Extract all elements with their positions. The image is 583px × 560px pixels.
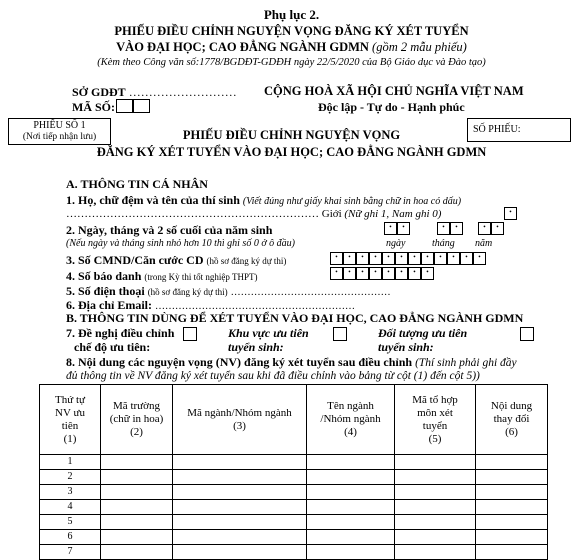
- table-cell[interactable]: [395, 530, 476, 545]
- gender-label: Giới: [321, 208, 342, 220]
- table-header-row: [40, 385, 548, 455]
- item1-note: (Viết đúng như giấy khai sinh bằng chữ in hoa có dấu): [242, 196, 462, 207]
- table-header-text: tiên: [61, 419, 79, 432]
- object-label-line2: tuyển sinh:: [378, 340, 434, 354]
- item3-note: (hồ sơ đăng ký dự thi): [206, 256, 287, 266]
- row-number-cell: 5: [40, 515, 101, 530]
- table-header-text: Nội dung: [490, 400, 533, 412]
- cmnd-digit-box[interactable]: •: [447, 252, 460, 265]
- document-title: PHIẾU ĐIỀU CHỈNH NGUYỆN VỌNG ĐĂNG KÝ XÉT TUYỂN: [114, 24, 469, 38]
- table-cell[interactable]: [395, 455, 476, 470]
- sbd-digit-box[interactable]: •: [395, 267, 408, 280]
- title-line2-italic: (gồm 2 mẫu phiếu): [372, 40, 467, 54]
- item1-dots: ……………………………………………………………: [66, 208, 319, 220]
- object-box[interactable]: [520, 327, 534, 341]
- cmnd-digit-box[interactable]: •: [343, 252, 356, 265]
- item8-note1: (Thí sinh phải ghi đầy: [415, 357, 517, 369]
- item1-fill-line: [66, 208, 441, 220]
- adjust-priority-checkbox[interactable]: [183, 327, 197, 341]
- row-number-cell: 1: [40, 455, 101, 470]
- sbd-digit-box[interactable]: •: [343, 267, 356, 280]
- table-cell[interactable]: [476, 545, 548, 560]
- document-subtitle: (Kèm theo Công văn số:1778/BGDĐT-GDĐH ngày 22/5/2020 của Bộ Giáo dục và Đào tạo): [97, 57, 486, 68]
- table-header-text: (2): [130, 426, 143, 438]
- cmnd-digit-box[interactable]: •: [369, 252, 382, 265]
- nv-table: [39, 384, 548, 560]
- item7-line1: 7. Đề nghị điều chỉnh: [66, 326, 175, 340]
- table-header-text: thay đổi: [493, 413, 530, 425]
- table-cell[interactable]: [173, 455, 307, 470]
- document-title-line2: [0, 40, 583, 55]
- table-cell[interactable]: [395, 500, 476, 515]
- table-row: [40, 470, 548, 485]
- so-phieu-label: SỐ PHIẾU:: [473, 124, 521, 135]
- table-cell[interactable]: [395, 470, 476, 485]
- sbd-digit-box[interactable]: •: [408, 267, 421, 280]
- item4-note: (trong Kỳ thi tốt nghiệp THPT): [144, 272, 258, 282]
- table-cell[interactable]: [101, 455, 173, 470]
- phieu-so-1-note: (Nơi tiếp nhận lưu): [22, 132, 97, 142]
- year-box-1[interactable]: •: [478, 222, 491, 235]
- table-row: [40, 485, 548, 500]
- title-line2-bold: VÀO ĐẠI HỌC; CAO ĐẲNG NGÀNH GDMN: [116, 40, 369, 54]
- table-cell[interactable]: [476, 470, 548, 485]
- table-cell[interactable]: [476, 455, 548, 470]
- region-box[interactable]: [333, 327, 347, 341]
- ma-so-box-1[interactable]: [116, 99, 133, 113]
- sbd-digit-box[interactable]: •: [369, 267, 382, 280]
- year-label: năm: [475, 238, 493, 249]
- row-number-cell: 7: [40, 545, 101, 560]
- gender-note: (Nữ ghi 1, Nam ghi 0): [344, 208, 442, 220]
- table-header-cell: [307, 385, 395, 455]
- table-header-cell: [173, 385, 307, 455]
- cmnd-digit-box[interactable]: •: [382, 252, 395, 265]
- table-row: [40, 500, 548, 515]
- table-cell[interactable]: [395, 545, 476, 560]
- table-cell[interactable]: [173, 500, 307, 515]
- region-label-line2: tuyển sinh:: [228, 340, 284, 354]
- item2-label: 2. Ngày, tháng và 2 số cuối của năm sinh: [66, 223, 273, 237]
- sbd-digit-box[interactable]: •: [330, 267, 343, 280]
- so-gddt-label: SỞ GDĐT: [72, 85, 126, 99]
- table-header-cell: [40, 385, 101, 455]
- table-cell[interactable]: [101, 545, 173, 560]
- so-gddt-line: [72, 85, 237, 100]
- table-cell[interactable]: [395, 515, 476, 530]
- table-cell[interactable]: [395, 485, 476, 500]
- table-header-text: (4): [344, 426, 357, 438]
- cmnd-digit-box[interactable]: •: [356, 252, 369, 265]
- table-header-text: (5): [428, 432, 442, 445]
- table-cell[interactable]: [476, 530, 548, 545]
- object-label-line1: Đối tượng ưu tiên: [378, 326, 468, 340]
- table-header-text: (1): [63, 432, 77, 445]
- table-cell[interactable]: [476, 485, 548, 500]
- item8-note2: đủ thông tin về NV đăng ký xét tuyển sau khi đã điều chỉnh vào bảng từ cột (1) đến cột 5)): [66, 370, 480, 382]
- item3-label: 3. Số CMND/Căn cước CD: [66, 253, 204, 267]
- national-motto: Độc lập - Tự do - Hạnh phúc: [318, 100, 465, 114]
- item4-label: 4. Số báo danh: [66, 269, 142, 283]
- table-row: [40, 515, 548, 530]
- cmnd-digit-box[interactable]: •: [421, 252, 434, 265]
- item6-dots: ……………………………………………………: [155, 301, 355, 312]
- table-cell[interactable]: [307, 515, 395, 530]
- table-cell[interactable]: [101, 500, 173, 515]
- item2-note: (Nếu ngày và tháng sinh nhỏ hơn 10 thì ghi số 0 ở ô đầu): [66, 238, 295, 249]
- year-box-2[interactable]: •: [491, 222, 504, 235]
- sbd-digit-box[interactable]: •: [382, 267, 395, 280]
- form-title-line2: ĐĂNG KÝ XÉT TUYỂN VÀO ĐẠI HỌC; CAO ĐẲNG NGÀNH GDMN: [96, 145, 487, 159]
- item5-note: (hồ sơ đăng ký dự thi): [147, 287, 228, 297]
- cmnd-digit-box[interactable]: •: [395, 252, 408, 265]
- table-header-text: Mã tổ hợp: [412, 393, 458, 406]
- table-cell[interactable]: [307, 455, 395, 470]
- table-cell[interactable]: [101, 515, 173, 530]
- table-cell[interactable]: [307, 530, 395, 545]
- table-header-text: (6): [505, 426, 518, 438]
- cmnd-digit-box[interactable]: •: [473, 252, 486, 265]
- item4-line: [66, 269, 257, 284]
- table-header-text: Thứ tự: [55, 393, 85, 406]
- table-cell[interactable]: [476, 500, 548, 515]
- table-cell[interactable]: [173, 530, 307, 545]
- nation-name: CỘNG HOÀ XÃ HỘI CHỦ NGHĨA VIỆT NAM: [264, 84, 524, 98]
- item6-label: 6. Địa chỉ Email:: [66, 298, 152, 312]
- table-header-cell: [476, 385, 548, 455]
- table-cell[interactable]: [173, 485, 307, 500]
- day-label: ngày: [386, 238, 406, 249]
- gender-box[interactable]: •: [504, 207, 517, 220]
- row-number-cell: 2: [40, 470, 101, 485]
- table-header-text: Mã ngành/Nhóm ngành: [187, 406, 292, 419]
- table-row: [40, 545, 548, 560]
- table-header-text: môn xét: [417, 406, 453, 419]
- day-box-1[interactable]: •: [384, 222, 397, 235]
- table-header-text: Tên ngành: [327, 400, 374, 412]
- cmnd-digit-box[interactable]: •: [460, 252, 473, 265]
- table-header-cell: [101, 385, 173, 455]
- table-body: [40, 455, 548, 560]
- table-cell[interactable]: [173, 545, 307, 560]
- table-header-cell: [395, 385, 476, 455]
- sbd-digit-box[interactable]: •: [421, 267, 434, 280]
- table-cell[interactable]: [101, 470, 173, 485]
- region-label-line1: Khu vực ưu tiên: [228, 326, 309, 340]
- table-cell[interactable]: [307, 470, 395, 485]
- month-label: tháng: [432, 238, 455, 249]
- cmnd-digit-box[interactable]: •: [434, 252, 447, 265]
- table-header-text: Mã trường: [113, 400, 160, 412]
- ma-so-box-2[interactable]: [133, 99, 150, 113]
- cmnd-digit-box[interactable]: •: [330, 252, 343, 265]
- table-header-text: NV ưu: [55, 406, 85, 419]
- row-number-cell: 6: [40, 530, 101, 545]
- table-cell[interactable]: [307, 500, 395, 515]
- item8-label: 8. Nội dung các nguyện vọng (NV) đăng ký xét tuyển sau điều chỉnh: [66, 355, 413, 369]
- table-cell[interactable]: [173, 515, 307, 530]
- section-a-heading: A. THÔNG TIN CÁ NHÂN: [66, 177, 208, 191]
- item8-line1: [66, 355, 517, 370]
- row-number-cell: 3: [40, 485, 101, 500]
- item1-line: [66, 193, 461, 208]
- item7-line2: chế độ ưu tiên:: [74, 340, 151, 354]
- table-row: [40, 455, 548, 470]
- table-header-text: tuyển: [422, 419, 448, 432]
- sbd-digit-box[interactable]: •: [356, 267, 369, 280]
- table-cell[interactable]: [307, 485, 395, 500]
- table-cell[interactable]: [101, 485, 173, 500]
- cmnd-digit-box[interactable]: •: [408, 252, 421, 265]
- item5-line: [66, 284, 391, 299]
- table-cell[interactable]: [173, 470, 307, 485]
- item1-label: 1. Họ, chữ đệm và tên của thí sinh: [66, 193, 240, 207]
- section-b-heading: B. THÔNG TIN DÙNG ĐỂ XÉT TUYỂN VÀO ĐẠI HỌC, CAO ĐẲNG NGÀNH GDMN: [66, 311, 524, 325]
- so-gddt-dots: ………………………: [128, 85, 237, 99]
- table-row: [40, 530, 548, 545]
- table-header-text: /Nhóm ngành: [320, 413, 381, 425]
- ma-so-label: MÃ SỐ:: [72, 100, 115, 114]
- month-box-1[interactable]: •: [437, 222, 450, 235]
- form-title-line1: PHIẾU ĐIỀU CHỈNH NGUYỆN VỌNG: [182, 128, 401, 142]
- table-header-text: (3): [233, 419, 246, 432]
- table-cell[interactable]: [476, 515, 548, 530]
- row-number-cell: 4: [40, 500, 101, 515]
- item3-line: [66, 253, 286, 268]
- phieu-so-1-label: PHIẾU SỐ 1: [33, 120, 86, 131]
- month-box-2[interactable]: •: [450, 222, 463, 235]
- table-header-text: (chữ in hoa): [109, 413, 164, 425]
- table-cell[interactable]: [307, 545, 395, 560]
- appendix-label: Phụ lục 2.: [263, 7, 320, 22]
- item5-label: 5. Số điện thoại: [66, 284, 145, 298]
- item5-dots: …………………………………………: [230, 287, 391, 298]
- table-cell[interactable]: [101, 530, 173, 545]
- day-box-2[interactable]: •: [397, 222, 410, 235]
